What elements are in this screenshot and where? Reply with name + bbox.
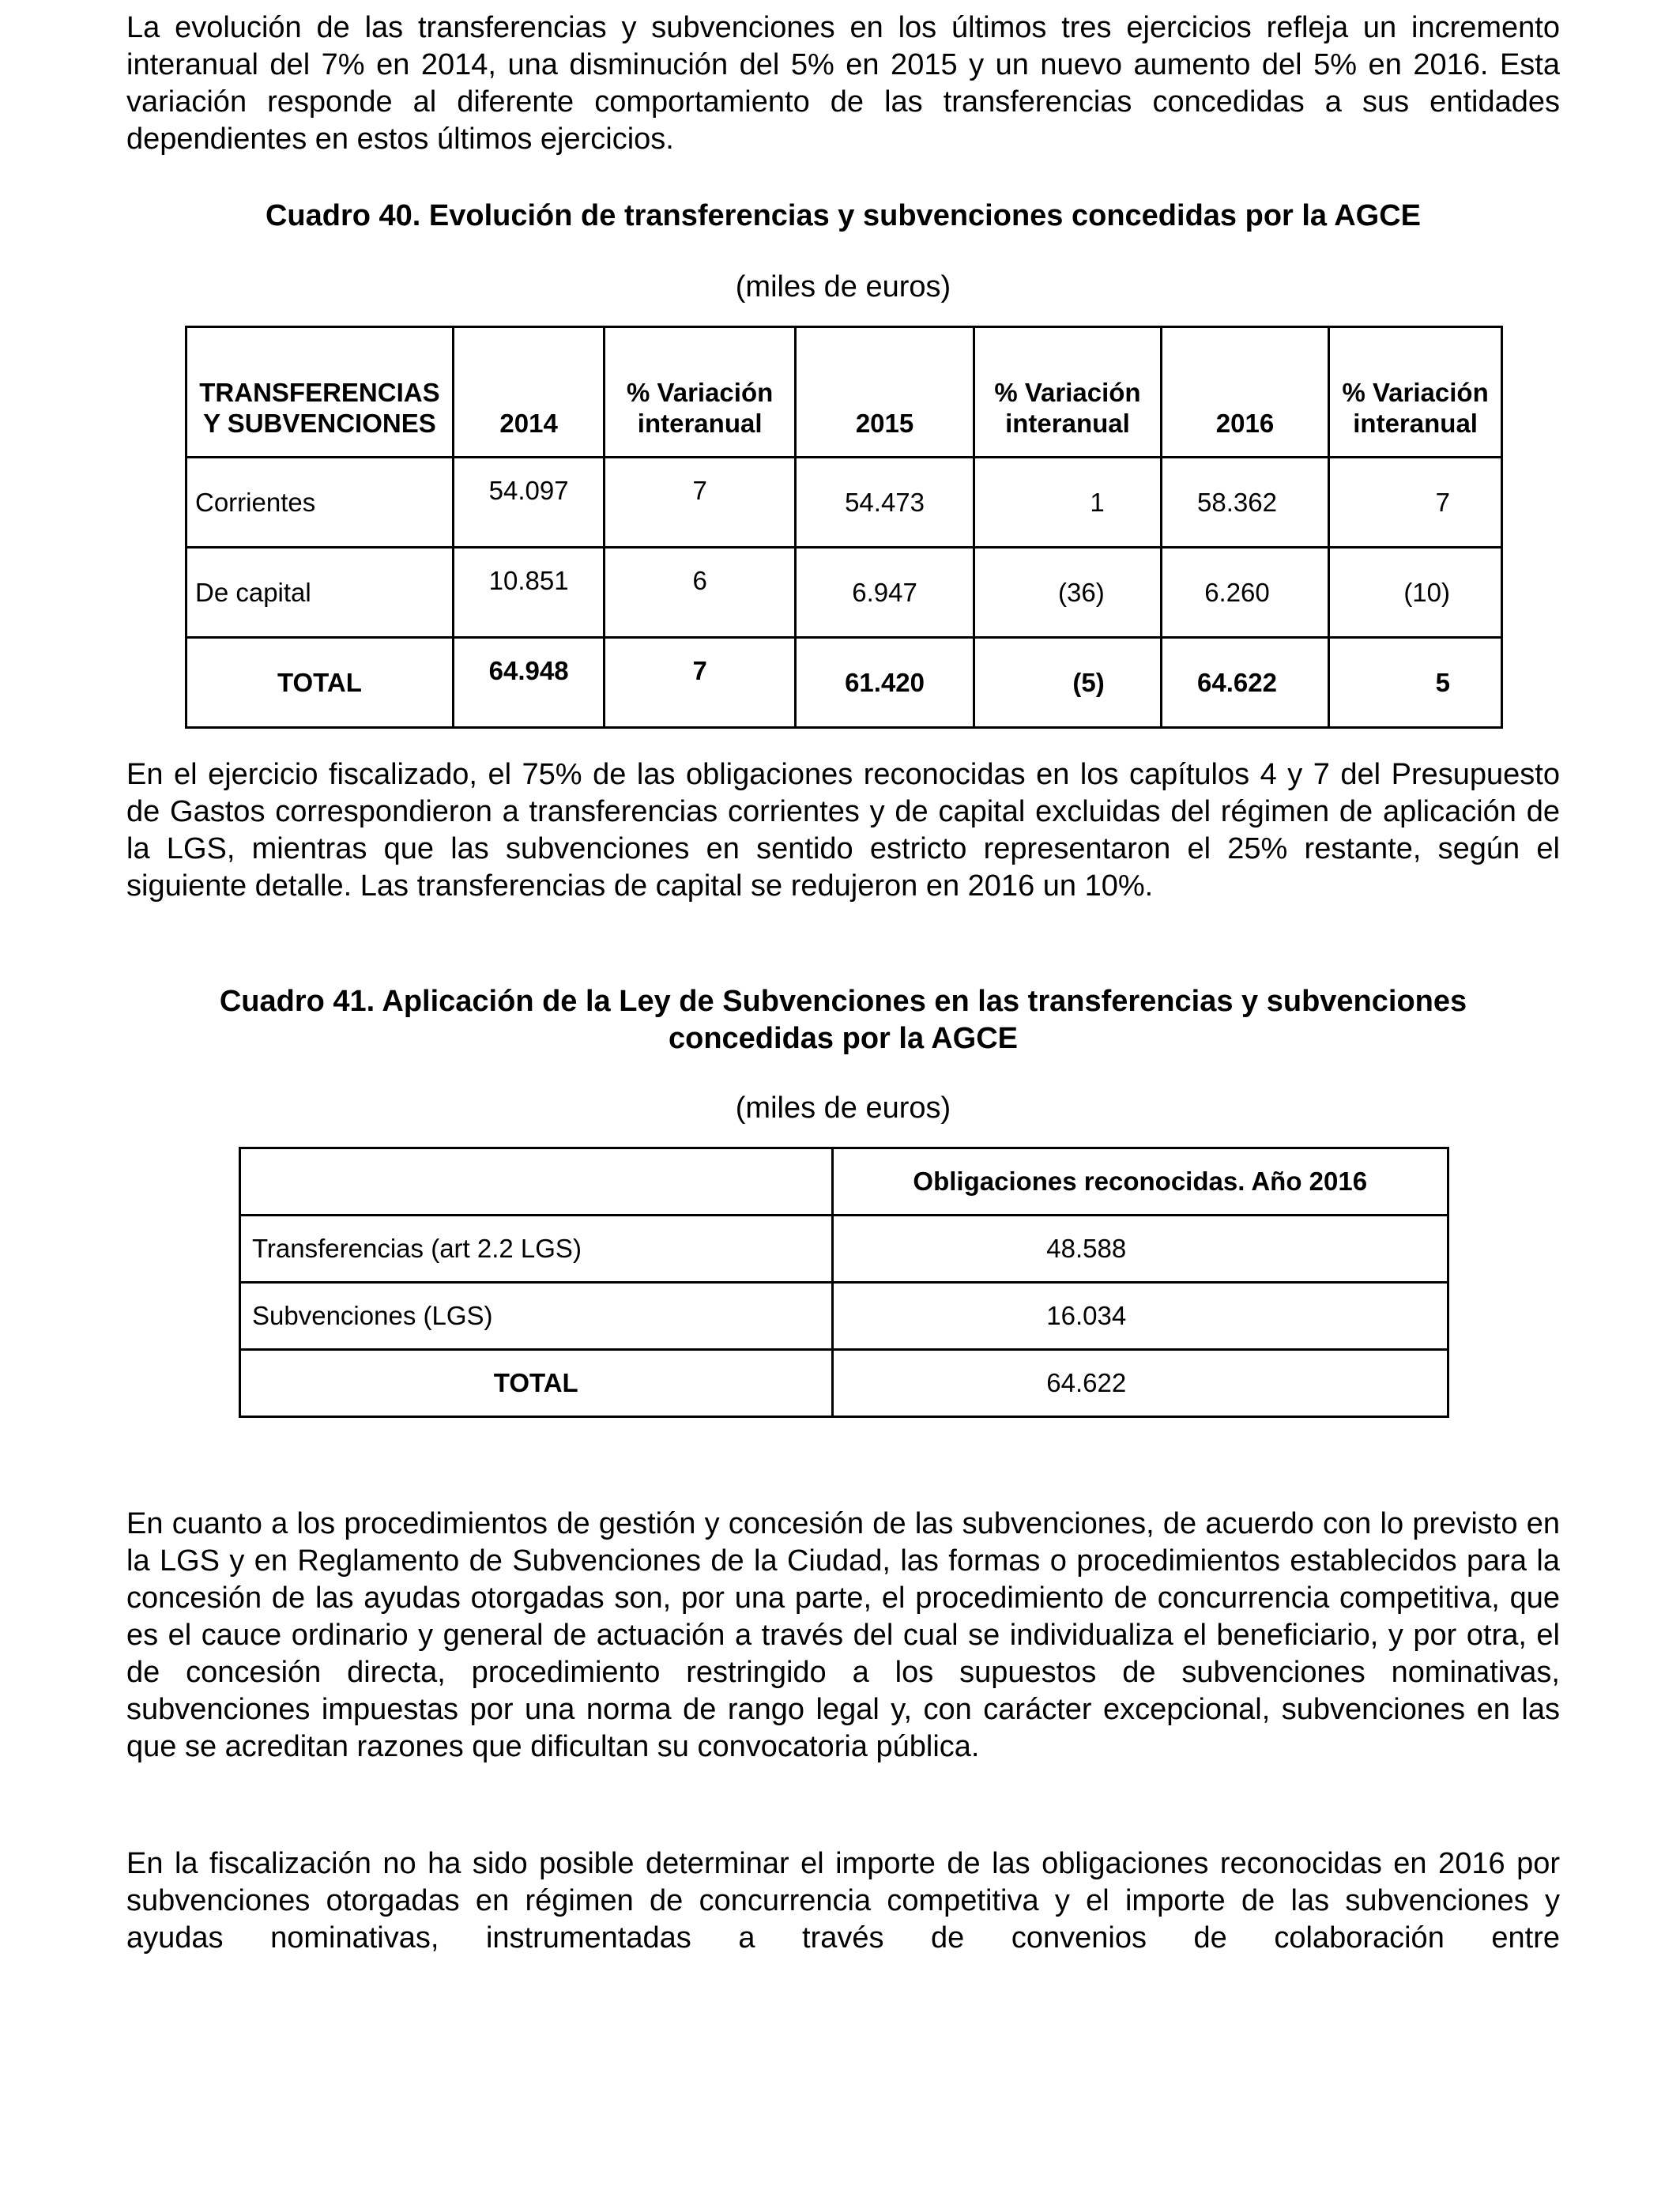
paragraph-ejercicio: En el ejercicio fiscalizado, el 75% de las obligaciones reconocidas en los capítulos 4 y 7 del Presupuesto de Gastos correspondieron a transferencias corrientes y de capital excluidas del régimen de aplicación de la LGS, mientras que las subvenciones en sentido estricto representaron el 25% restante, según el siguiente detalle. Las transferencias de capital se redujeron en 2016 un 10%. (126, 758, 1560, 903)
header-var-2016: % Variación interanual (1329, 327, 1502, 458)
table-row (240, 1283, 1448, 1350)
header-var-2015: % Variación interanual (974, 327, 1162, 458)
paragraph-evolucion: La evolución de las transferencias y subvenciones en los últimos tres ejercicios refleja un incremento interanual del 7% en 2014, una disminución del 5% en 2015 y un nuevo aumento del 5% en 2016. Esta variación responde al diferente comportamiento de las transferencias concedidas a sus entidades dependientes en estos últimos ejercicios. (126, 11, 1560, 156)
cuadro41-table (239, 1147, 1449, 1418)
cell-2014: 10.851 (453, 548, 605, 638)
cell-var-2015: 1 (974, 458, 1162, 548)
cell-2016: 58.362 (1161, 458, 1329, 548)
total-var-2014: 7 (605, 638, 796, 728)
cell-value: 16.034 (832, 1283, 1448, 1350)
cell-value: 48.588 (832, 1216, 1448, 1283)
total-2016: 64.622 (1161, 638, 1329, 728)
paragraph-fiscalizacion: En la fiscalización no ha sido posible determinar el importe de las obligaciones reconocidas en 2016 por subvenciones otorgadas en régimen de concurrencia competitiva y el importe de las subvenciones y ayudas nominativas, instrumentadas a través de convenios de colaboración entre (126, 1847, 1560, 1955)
paragraph-procedimientos: En cuanto a los procedimientos de gestión y concesión de las subvenciones, de acuerdo con lo previsto en la LGS y en Reglamento de Subvenciones de la Ciudad, las formas o procedimientos establecidos para la concesión de las ayudas otorgadas son, por una parte, el procedimiento de concurrencia competitiva, que es el cauce ordinario y general de actuación a través del cual se individualiza el beneficiario, y por otra, el de concesión directa, procedimiento restringido a los supuestos de subvenciones nominativas, subvenciones impuestas por una norma de rango legal y, con carácter excepcional, subvenciones en las que se acreditan razones que dificultan su convocatoria pública. (126, 1507, 1560, 1763)
total-2015: 61.420 (795, 638, 974, 728)
cell-var-2016: 7 (1329, 458, 1502, 548)
row-label: Transferencias (art 2.2 LGS) (240, 1216, 833, 1283)
table-row (186, 458, 1502, 548)
table-header-row (240, 1148, 1448, 1216)
cell-2016: 6.260 (1161, 548, 1329, 638)
header-concepto: TRANSFERENCIAS Y SUBVENCIONES (186, 327, 454, 458)
total-value: 64.622 (832, 1350, 1448, 1417)
cell-2014: 54.097 (453, 458, 605, 548)
total-var-2015: (5) (974, 638, 1162, 728)
total-label: TOTAL (240, 1350, 833, 1417)
cell-var-2014: 6 (605, 548, 796, 638)
cuadro40-units: (miles de euros) (735, 270, 951, 303)
total-var-2016: 5 (1329, 638, 1502, 728)
table-row (240, 1216, 1448, 1283)
cell-var-2015: (36) (974, 548, 1162, 638)
header-2016: 2016 (1161, 327, 1329, 458)
total-label: TOTAL (186, 638, 454, 728)
table-row (186, 548, 1502, 638)
cell-var-2014: 7 (605, 458, 796, 548)
row-label: De capital (186, 548, 454, 638)
table-header-row (186, 327, 1502, 458)
cuadro41-caption: Cuadro 41. Aplicación de la Ley de Subvenciones en las transferencias y subvenciones concedidas por la AGCE (219, 985, 1467, 1055)
cuadro40-table (185, 326, 1503, 729)
cuadro41-units: (miles de euros) (735, 1091, 951, 1125)
header-obligaciones: Obligaciones reconocidas. Año 2016 (832, 1148, 1448, 1216)
cell-var-2016: (10) (1329, 548, 1502, 638)
header-2015: 2015 (795, 327, 974, 458)
row-label: Subvenciones (LGS) (240, 1283, 833, 1350)
table-total-row (240, 1350, 1448, 1417)
table-total-row (186, 638, 1502, 728)
header-empty (240, 1148, 833, 1216)
row-label: Corrientes (186, 458, 454, 548)
header-2014: 2014 (453, 327, 605, 458)
cell-2015: 6.947 (795, 548, 974, 638)
header-var-2014: % Variación interanual (605, 327, 796, 458)
cuadro40-caption: Cuadro 40. Evolución de transferencias y subvenciones concedidas por la AGCE (265, 199, 1422, 232)
total-2014: 64.948 (453, 638, 605, 728)
cell-2015: 54.473 (795, 458, 974, 548)
